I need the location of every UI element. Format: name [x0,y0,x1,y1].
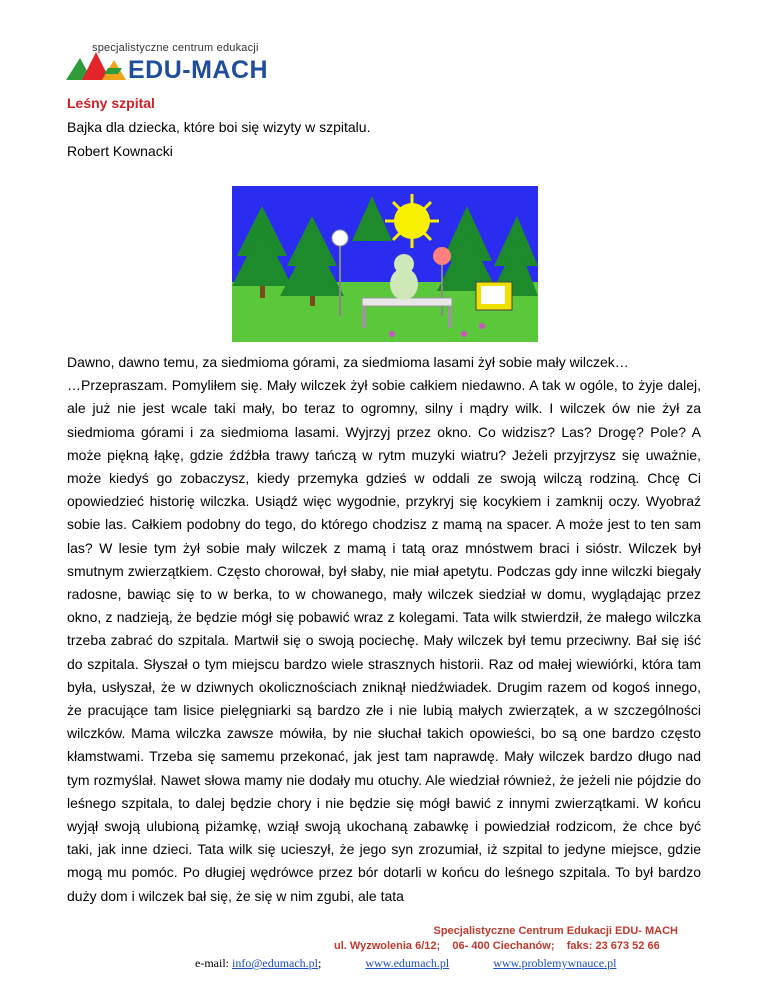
footer-links [195,956,616,971]
story-body [67,351,701,908]
footer-email-link[interactable]: info@edumach.pl [231,956,319,970]
forest-hospital-illustration [232,186,538,342]
story-subtitle: Bajka dla dziecka, które boi się wizyty w szpitalu. [67,119,371,135]
story-title: Leśny szpital [67,95,155,111]
story-paragraph: …Przepraszam. Pomyliłem się. Mały wilczek żył sobie całkiem niedawno. A tak w ogóle, to żyje dalej, ale już nie jest wcale taki mały, bo teraz to ogromny, silny i mądry wilk. I wilczek ów nie żył za siedmioma górami i za siedmioma lasami. Wyjrzyj przez okno. Co widzisz? Las? Drogę? Pole? A może piękną łąkę, gdzie źdźbła trawy tańczą w rytm muzyki wiatru? Jeżeli przyjrzysz się uważnie, może kiedyś go zobaczysz, kiedy przemyka gdzieś w oddali ze swoją wilczą rodziną. Chcę Ci opowiedzieć historię wilczka. Usiądź więc wygodnie, przykryj się kocykiem i zamknij oczy. Wyobraź sobie las. Całkiem podobny do tego, do którego chodzisz z mamą na spacer. A może jest to ten sam las? W lesie tym żył sobie mały wilczek z mamą i tatą oraz mnóstwem braci i sióstr. Wilczek był smutnym zwierzątkiem. Często chorował, był słaby, nie miał apetytu. Podczas gdy inne wilczki biegały radosne, bawiąc się to w berka, to w chowanego, mały wilczek siedział w domu, wyglądając przez okno, z nadzieją, że będzie mógł się pobawić wraz z kolegami. Tata wilk stwierdził, że małego wilczka trzeba zabrać do szpitala. Martwił się o swoją pociechę. Mały wilczek był temu przeciwny. Bał się iść do szpitala. Słyszał o tym miejscu bardzo wiele strasznych historii. Raz od małej wiewiórki, która tam była, usłyszał, że w dziwnych okolicznościach zniknął niedźwiadek. Drugim razem od kogoś innego, że pracujące tam lisice pielęgniarki są bardzo złe i nie lubią małych zwierzątek, a w szczególności wilczków. Mama wilczka zawsze mówiła, by nie słuchał takich opowieści, bo są one bardzo często kłamstwami. Trzeba się samemu przekonać, jak jest tam naprawdę. Mały wilczek bardzo długo nad tym rozmyślał. Nawet słowa mamy nie dodały mu otuchy. Ale wiedział również, że jeżeli nie pójdzie do leśnego szpitala, to dalej będzie chory i nie będzie się mógł bawić z innymi zwierzątkami. W końcu wyjął swoją ulubioną piżamkę, wziął swoją ukochaną zabawkę i powiedział rodzicom, że chce być taki, jak inne dzieci. Tata wilk się ucieszył, że jego syn zrozumiał, iż szpital to jedyne miejsce, gdzie mogą mu pomóc. Po długiej wędrówce przez bór dotarli w końcu do leśnego szpitala. To był bardzo duży dom i wilczek bał się, że się w nim zgubi, ale tata [67,377,701,904]
footer-address [334,940,660,952]
footer-site-problemy[interactable]: www.problemywnauce.pl [493,956,617,970]
footer-email-label: e-mail: [195,956,232,970]
footer-fax: faks: 23 673 52 66 [566,940,660,952]
story-author: Robert Kownacki [67,143,173,159]
footer-site-edumach[interactable]: www.edumach.pl [365,956,450,970]
footer-street: ul. Wyzwolenia 6/12; [334,940,441,952]
logo-tagline: specjalistyczne centrum edukacji [92,42,259,54]
footer-city: 06- 400 Ciechanów; [452,940,555,952]
footer-company: Specjalistyczne Centrum Edukacji EDU- MACH [433,925,678,937]
story-opening: Dawno, dawno temu, za siedmioma górami, za siedmioma lasami żył sobie mały wilczek… [67,354,629,370]
logo-name: EDU-MACH [128,56,269,84]
footer-separator: ; [318,956,322,970]
